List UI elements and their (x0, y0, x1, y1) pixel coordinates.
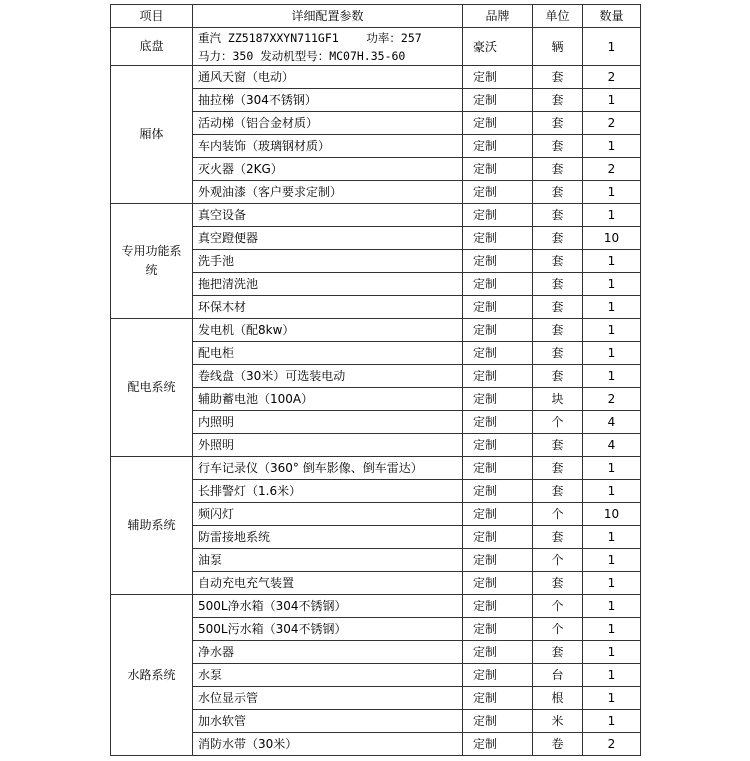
unit-cell: 套 (533, 181, 583, 204)
brand-cell: 定制 (463, 710, 533, 733)
brand-cell: 定制 (463, 503, 533, 526)
chassis-param-line1: 重汽 ZZ5187XXYN711GF1 功率：257 (198, 30, 422, 45)
unit-cell: 个 (533, 549, 583, 572)
param-cell: 洗手池 (193, 250, 463, 273)
qty-cell: 4 (583, 434, 641, 457)
param-cell: 拖把清洗池 (193, 273, 463, 296)
qty-cell: 1 (583, 89, 641, 112)
param-cell: 卷线盘（30米）可选装电动 (193, 365, 463, 388)
category-cell: 底盘 (111, 28, 193, 66)
qty-cell: 1 (583, 250, 641, 273)
header-brand: 品牌 (463, 5, 533, 28)
param-cell: 净水器 (193, 641, 463, 664)
unit-cell: 套 (533, 457, 583, 480)
unit-cell: 套 (533, 158, 583, 181)
unit-cell: 套 (533, 250, 583, 273)
qty-cell: 1 (583, 687, 641, 710)
brand-cell: 定制 (463, 112, 533, 135)
unit-cell: 辆 (533, 28, 583, 66)
brand-cell: 定制 (463, 664, 533, 687)
unit-cell: 根 (533, 687, 583, 710)
header-unit: 单位 (533, 5, 583, 28)
unit-cell: 个 (533, 618, 583, 641)
qty-cell: 4 (583, 411, 641, 434)
param-cell: 加水软管 (193, 710, 463, 733)
qty-cell: 10 (583, 503, 641, 526)
param-cell: 油泵 (193, 549, 463, 572)
unit-cell: 米 (533, 710, 583, 733)
param-cell: 抽拉梯（304不锈钢） (193, 89, 463, 112)
unit-cell: 个 (533, 503, 583, 526)
chassis-row (111, 28, 641, 66)
brand-cell: 定制 (463, 204, 533, 227)
qty-cell: 1 (583, 710, 641, 733)
table-row (111, 204, 641, 227)
brand-cell: 定制 (463, 618, 533, 641)
brand-cell: 定制 (463, 641, 533, 664)
qty-cell: 1 (583, 204, 641, 227)
brand-cell: 定制 (463, 135, 533, 158)
qty-cell: 1 (583, 664, 641, 687)
category-cell: 辅助系统 (111, 457, 193, 595)
header-row (111, 5, 641, 28)
param-cell: 长排警灯（1.6米） (193, 480, 463, 503)
param-cell: 频闪灯 (193, 503, 463, 526)
category-cell: 专用功能系统 (111, 204, 193, 319)
unit-cell: 套 (533, 480, 583, 503)
param-cell: 水泵 (193, 664, 463, 687)
qty-cell: 10 (583, 227, 641, 250)
chassis-param-line2: 马力：350 发动机型号：MC07H.35-60 (198, 48, 406, 63)
brand-cell: 定制 (463, 526, 533, 549)
brand-cell: 定制 (463, 296, 533, 319)
qty-cell: 1 (583, 28, 641, 66)
brand-cell: 定制 (463, 319, 533, 342)
param-cell: 真空设备 (193, 204, 463, 227)
unit-cell: 套 (533, 526, 583, 549)
brand-cell: 定制 (463, 733, 533, 756)
unit-cell: 套 (533, 365, 583, 388)
param-cell: 行车记录仪（360° 倒车影像、倒车雷达） (193, 457, 463, 480)
brand-cell: 定制 (463, 89, 533, 112)
param-cell: 活动梯（铝合金材质） (193, 112, 463, 135)
header-qty: 数量 (583, 5, 641, 28)
qty-cell: 1 (583, 618, 641, 641)
unit-cell: 套 (533, 342, 583, 365)
unit-cell: 套 (533, 641, 583, 664)
qty-cell: 1 (583, 181, 641, 204)
brand-cell: 定制 (463, 480, 533, 503)
qty-cell: 1 (583, 296, 641, 319)
unit-cell: 套 (533, 273, 583, 296)
qty-cell: 1 (583, 641, 641, 664)
header-params: 详细配置参数 (193, 5, 463, 28)
param-cell: 水位显示管 (193, 687, 463, 710)
brand-cell: 定制 (463, 365, 533, 388)
brand-cell: 定制 (463, 457, 533, 480)
brand-cell: 定制 (463, 411, 533, 434)
qty-cell: 1 (583, 457, 641, 480)
qty-cell: 2 (583, 158, 641, 181)
unit-cell: 套 (533, 135, 583, 158)
spec-table (110, 4, 641, 756)
qty-cell: 2 (583, 112, 641, 135)
qty-cell: 1 (583, 595, 641, 618)
param-cell: 防雷接地系统 (193, 526, 463, 549)
param-cell: 外照明 (193, 434, 463, 457)
category-cell: 配电系统 (111, 319, 193, 457)
qty-cell: 2 (583, 66, 641, 89)
spec-body (111, 28, 641, 756)
param-cell: 通风天窗（电动） (193, 66, 463, 89)
table-row (111, 457, 641, 480)
qty-cell: 1 (583, 273, 641, 296)
qty-cell: 1 (583, 480, 641, 503)
brand-cell: 定制 (463, 595, 533, 618)
qty-cell: 1 (583, 549, 641, 572)
brand-cell: 定制 (463, 273, 533, 296)
brand-cell: 定制 (463, 549, 533, 572)
chassis-param-cell (193, 28, 463, 66)
header-category: 项目 (111, 5, 193, 28)
param-cell: 环保木材 (193, 296, 463, 319)
qty-cell: 2 (583, 733, 641, 756)
unit-cell: 套 (533, 227, 583, 250)
brand-cell: 定制 (463, 434, 533, 457)
qty-cell: 1 (583, 135, 641, 158)
brand-cell: 豪沃 (463, 28, 533, 66)
unit-cell: 台 (533, 664, 583, 687)
brand-cell: 定制 (463, 342, 533, 365)
category-cell: 厢体 (111, 66, 193, 204)
qty-cell: 1 (583, 526, 641, 549)
unit-cell: 套 (533, 66, 583, 89)
unit-cell: 套 (533, 319, 583, 342)
brand-cell: 定制 (463, 250, 533, 273)
param-cell: 500L净水箱（304不锈钢） (193, 595, 463, 618)
qty-cell: 1 (583, 365, 641, 388)
param-cell: 发电机（配8kw） (193, 319, 463, 342)
param-cell: 500L污水箱（304不锈钢） (193, 618, 463, 641)
qty-cell: 1 (583, 319, 641, 342)
brand-cell: 定制 (463, 66, 533, 89)
unit-cell: 块 (533, 388, 583, 411)
brand-cell: 定制 (463, 227, 533, 250)
unit-cell: 套 (533, 296, 583, 319)
param-cell: 灭火器（2KG） (193, 158, 463, 181)
unit-cell: 个 (533, 595, 583, 618)
unit-cell: 套 (533, 204, 583, 227)
unit-cell: 套 (533, 112, 583, 135)
unit-cell: 个 (533, 411, 583, 434)
table-row (111, 595, 641, 618)
brand-cell: 定制 (463, 388, 533, 411)
brand-cell: 定制 (463, 687, 533, 710)
qty-cell: 1 (583, 342, 641, 365)
category-cell: 水路系统 (111, 595, 193, 756)
param-cell: 消防水带（30米） (193, 733, 463, 756)
param-cell: 外观油漆（客户要求定制） (193, 181, 463, 204)
param-cell: 真空蹬便器 (193, 227, 463, 250)
brand-cell: 定制 (463, 158, 533, 181)
brand-cell: 定制 (463, 572, 533, 595)
table-row (111, 319, 641, 342)
unit-cell: 套 (533, 89, 583, 112)
unit-cell: 套 (533, 434, 583, 457)
brand-cell: 定制 (463, 181, 533, 204)
table-row (111, 66, 641, 89)
unit-cell: 卷 (533, 733, 583, 756)
unit-cell: 套 (533, 572, 583, 595)
qty-cell: 1 (583, 572, 641, 595)
param-cell: 配电柜 (193, 342, 463, 365)
qty-cell: 2 (583, 388, 641, 411)
param-cell: 辅助蓄电池（100A） (193, 388, 463, 411)
param-cell: 车内装饰（玻璃钢材质） (193, 135, 463, 158)
param-cell: 自动充电充气装置 (193, 572, 463, 595)
param-cell: 内照明 (193, 411, 463, 434)
